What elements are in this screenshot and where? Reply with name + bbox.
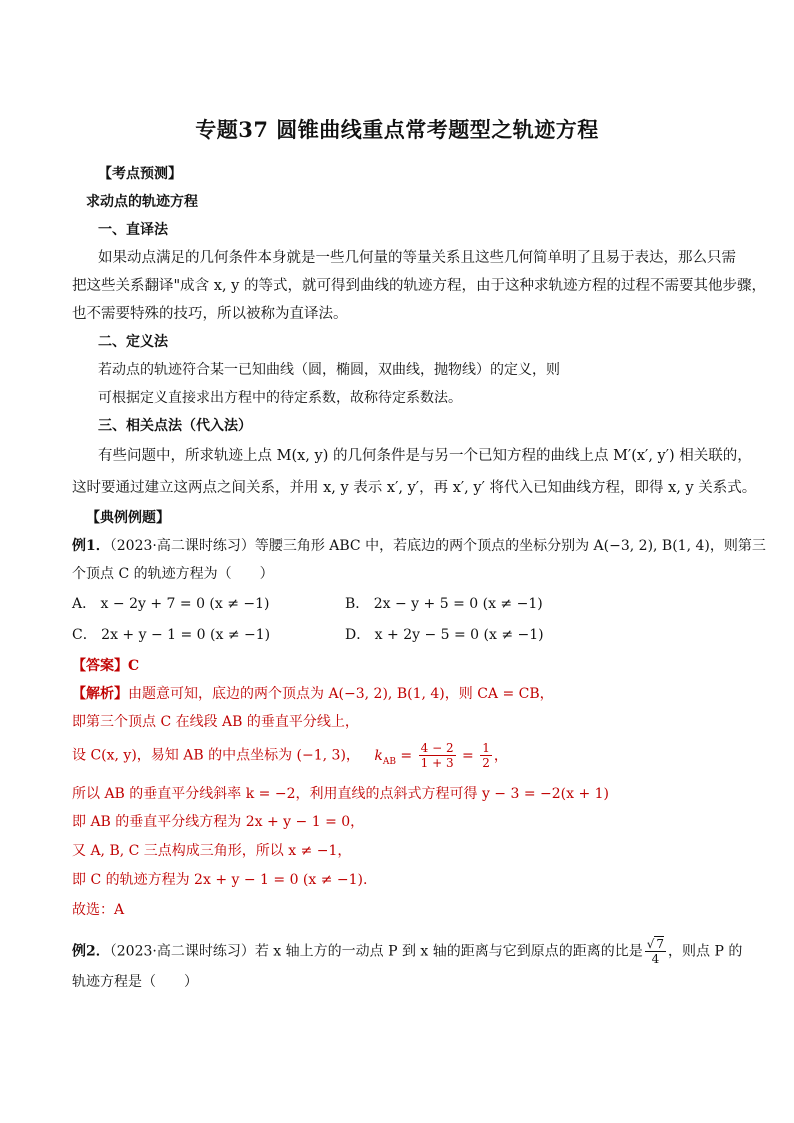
example1-option-d: D． x + 2y − 5 = 0 (x ≠ −1) (345, 627, 544, 643)
example1-question-line1 (72, 535, 766, 557)
example1-solution-line6: 又 A, B, C 三点构成三角形，所以 x ≠ −1， (72, 843, 352, 859)
example1-solution-line4: 所以 AB 的垂直平分线斜率 k = −2，利用直线的点斜式方程可得 y − 3 = −2(x + 1) (72, 786, 610, 802)
example2-question-tail: ，则点 P 的 (668, 943, 743, 960)
method1-heading: 一、直译法 (98, 222, 168, 238)
method2-paragraph-line1: 若动点的轨迹符合某一已知曲线（圆，椭圆，双曲线，抛物线）的定义，则 (98, 362, 560, 378)
example1-label: 例1． (72, 538, 110, 554)
slope-result-denominator: 2 (482, 756, 490, 770)
slope-symbol: k (374, 747, 383, 764)
example1-option-c: C． 2x + y − 1 = 0 (x ≠ −1) (72, 627, 271, 643)
slope-equals: = (395, 747, 417, 764)
method3-heading: 三、相关点法（代入法） (98, 418, 252, 434)
method3-paragraph-line1: 有些问题中，所求轨迹上点 M(x, y) 的几何条件是与另一个已知方程的曲线上点 M′(x′, y′) 相关联的， (98, 448, 752, 464)
ratio-numerator: √ 7 (646, 937, 665, 951)
example2-question-line1 (72, 937, 742, 966)
section-examples-heading: 【典例例题】 (86, 510, 170, 526)
slope-fraction-denominator: 1 + 3 (420, 756, 454, 770)
solution-step3-text: 设 C(x, y)，易知 AB 的中点坐标为 (−1, 3)， (72, 747, 360, 764)
example1-solution-line1 (72, 683, 554, 705)
section-forecast-heading: 【考点预测】 (98, 166, 182, 182)
page-title: 专题37 圆锥曲线重点常考题型之轨迹方程 (195, 117, 599, 142)
example1-answer: 【答案】C (72, 658, 140, 674)
slope-result-fraction (480, 741, 492, 770)
method2-paragraph-line2: 可根据定义直接求出方程中的待定系数，故称待定系数法。 (98, 390, 462, 406)
example1-option-a: A． x − 2y + 7 = 0 (x ≠ −1) (72, 596, 270, 612)
example1-solution-line3 (72, 741, 508, 772)
example1-choice: 故选：A (72, 902, 125, 918)
method2-heading: 二、定义法 (98, 334, 168, 350)
slope-expression: $k_{AB}$ = $\frac{4 - 2}{1 + 3}$ = $\frac{1}{2}$ ， (374, 741, 508, 770)
method1-paragraph-line1: 如果动点满足的几何条件本身就是一些几何量的等量关系且这些几何简单明了且易于表达，那么只需 (98, 250, 736, 266)
example2-label: 例2． (72, 943, 110, 960)
example1-solution-line2: 即第三个顶点 C 在线段 AB 的垂直平分线上， (72, 714, 359, 730)
example2-question-line2: 轨迹方程是（ ） (72, 974, 198, 990)
ratio-denominator: 4 (651, 952, 660, 966)
method1-paragraph-line3: 也不需要特殊的技巧，所以被称为直译法。 (72, 306, 348, 322)
example1-question-line2: 个顶点 C 的轨迹方程为（ ） (72, 566, 274, 582)
slope-result-numerator: 1 (482, 741, 490, 755)
analysis-label: 【解析】 (72, 686, 128, 702)
ratio-fraction (645, 937, 666, 966)
method3-paragraph-line2: 这时要通过建立这两点之间关系，并用 x, y 表示 x′, y′，再 x′, y′ 将代入已知曲线方程，即得 x, y 关系式。 (72, 480, 757, 496)
example1-solution-line7: 即 C 的轨迹方程为 2x + y − 1 = 0 (x ≠ −1). (72, 872, 368, 888)
subtitle: 求动点的轨迹方程 (86, 194, 198, 210)
example2-question-text: （2023·高二课时练习）若 x 轴上方的一动点 P 到 x 轴的距离与它到原点的距离的比是 (109, 943, 643, 960)
example1-option-b: B． 2x − y + 5 = 0 (x ≠ −1) (345, 596, 543, 612)
method1-paragraph-line2: 把这些关系翻译"成含 x, y 的等式，就可得到曲线的轨迹方程，由于这种求轨迹方程的过程不需要其他步骤， (72, 278, 766, 294)
example1-question-text: （2023·高二课时练习）等腰三角形 ABC 中，若底边的两个顶点的坐标分别为 A(−3, 2), B(1, 4)，则第三 (109, 538, 766, 554)
solution-step1: 由题意可知，底边的两个顶点为 A(−3, 2), B(1, 4)，则 CA = CB， (128, 686, 554, 702)
slope-subscript: AB (382, 756, 396, 767)
ratio-radicand: 7 (656, 937, 665, 951)
slope-fraction-numerator: 4 − 2 (420, 741, 454, 755)
slope-fraction (419, 741, 456, 770)
example1-solution-line5: 即 AB 的垂直平分线方程为 2x + y − 1 = 0， (72, 814, 365, 830)
